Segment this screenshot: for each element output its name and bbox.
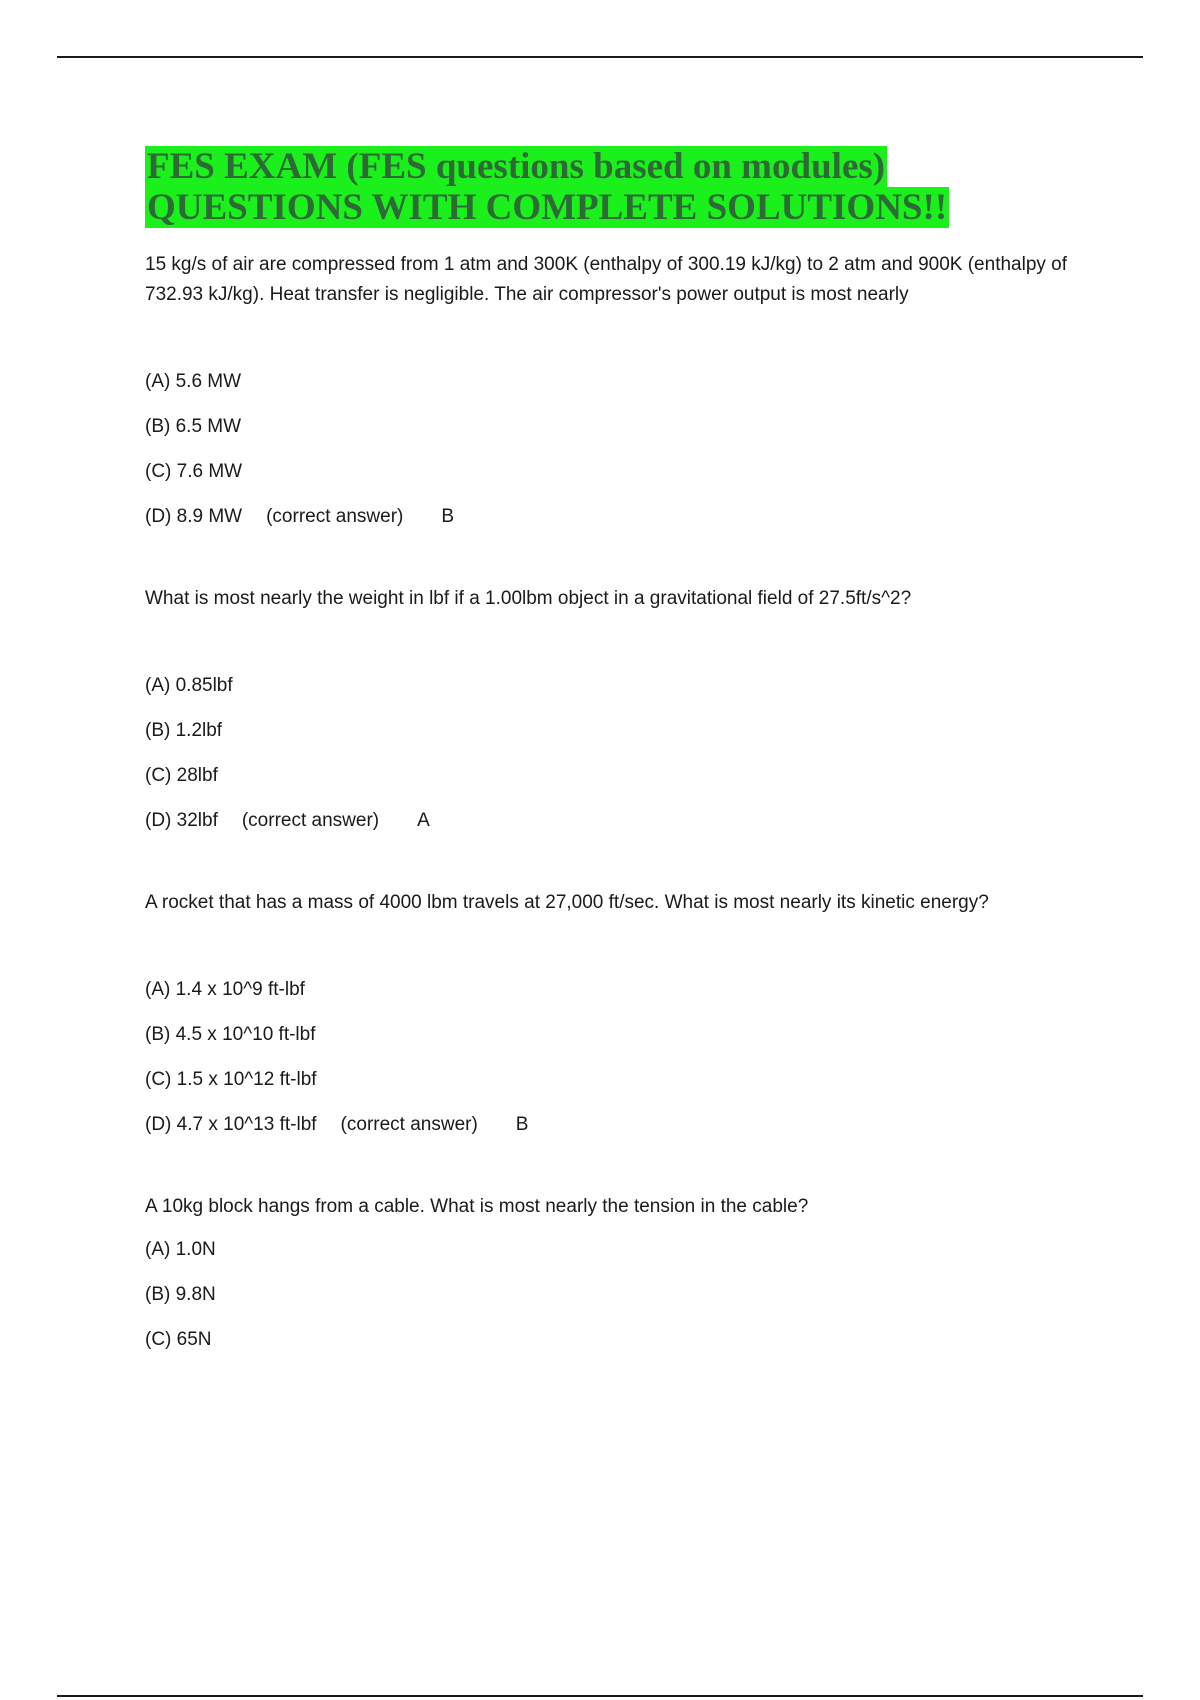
question-block-2 [145, 584, 1105, 833]
option-d-text: (D) 32lbf [145, 810, 218, 831]
option-list [145, 1238, 1105, 1352]
question-text: A 10kg block hangs from a cable. What is most nearly the tension in the cable? [145, 1196, 809, 1217]
option-c: (C) 28lbf [145, 765, 218, 786]
option-b: (B) 4.5 x 10^10 ft-lbf [145, 1024, 316, 1045]
option-d-text: (D) 8.9 MW [145, 506, 243, 527]
option-d [145, 809, 1105, 833]
option-d [145, 505, 1105, 529]
question-block-3 [145, 888, 1105, 1137]
option-list [145, 674, 1105, 833]
question-text: A rocket that has a mass of 4000 lbm travels at 27,000 ft/sec. What is most nearly its kinetic energy? [145, 892, 989, 913]
correct-answer-key: B [441, 506, 455, 527]
option-b: (B) 6.5 MW [145, 416, 242, 437]
option-list [145, 370, 1105, 529]
correct-answer-key: A [417, 810, 430, 831]
correct-answer-label: (correct answer) [266, 506, 404, 527]
option-a: (A) 1.0N [145, 1239, 216, 1260]
option-a: (A) 5.6 MW [145, 371, 242, 392]
question-text: 15 kg/s of air are compressed from 1 atm and 300K (enthalpy of 300.19 kJ/kg) to 2 atm and 900K (enthalpy of 732.93 kJ/kg). Heat transfer is negligible. The air compressor's power output is most nearly [145, 254, 1068, 305]
title-line-1: FES EXAM (FES questions based on modules) [147, 146, 886, 187]
header-rule [57, 56, 1143, 58]
option-c: (C) 65N [145, 1329, 212, 1350]
option-a: (A) 0.85lbf [145, 675, 233, 696]
option-list [145, 978, 1105, 1137]
option-c: (C) 7.6 MW [145, 461, 243, 482]
title-line-2: QUESTIONS WITH COMPLETE SOLUTIONS!! [147, 187, 948, 228]
correct-answer-key: B [515, 1114, 529, 1135]
option-a: (A) 1.4 x 10^9 ft-lbf [145, 979, 305, 1000]
document-body [145, 146, 1105, 1373]
option-c: (C) 1.5 x 10^12 ft-lbf [145, 1069, 317, 1090]
question-block-1 [145, 250, 1105, 529]
footer-rule [57, 1695, 1143, 1697]
option-d [145, 1113, 1105, 1137]
option-b: (B) 1.2lbf [145, 720, 223, 741]
question-block-4 [145, 1192, 1105, 1352]
correct-answer-label: (correct answer) [340, 1114, 478, 1135]
option-d-text: (D) 4.7 x 10^13 ft-lbf [145, 1114, 317, 1135]
correct-answer-label: (correct answer) [241, 810, 380, 831]
document-title [145, 146, 1105, 228]
question-text: What is most nearly the weight in lbf if a 1.00lbm object in a gravitational field of 27.5ft/s^2? [145, 588, 912, 609]
option-b: (B) 9.8N [145, 1284, 216, 1305]
